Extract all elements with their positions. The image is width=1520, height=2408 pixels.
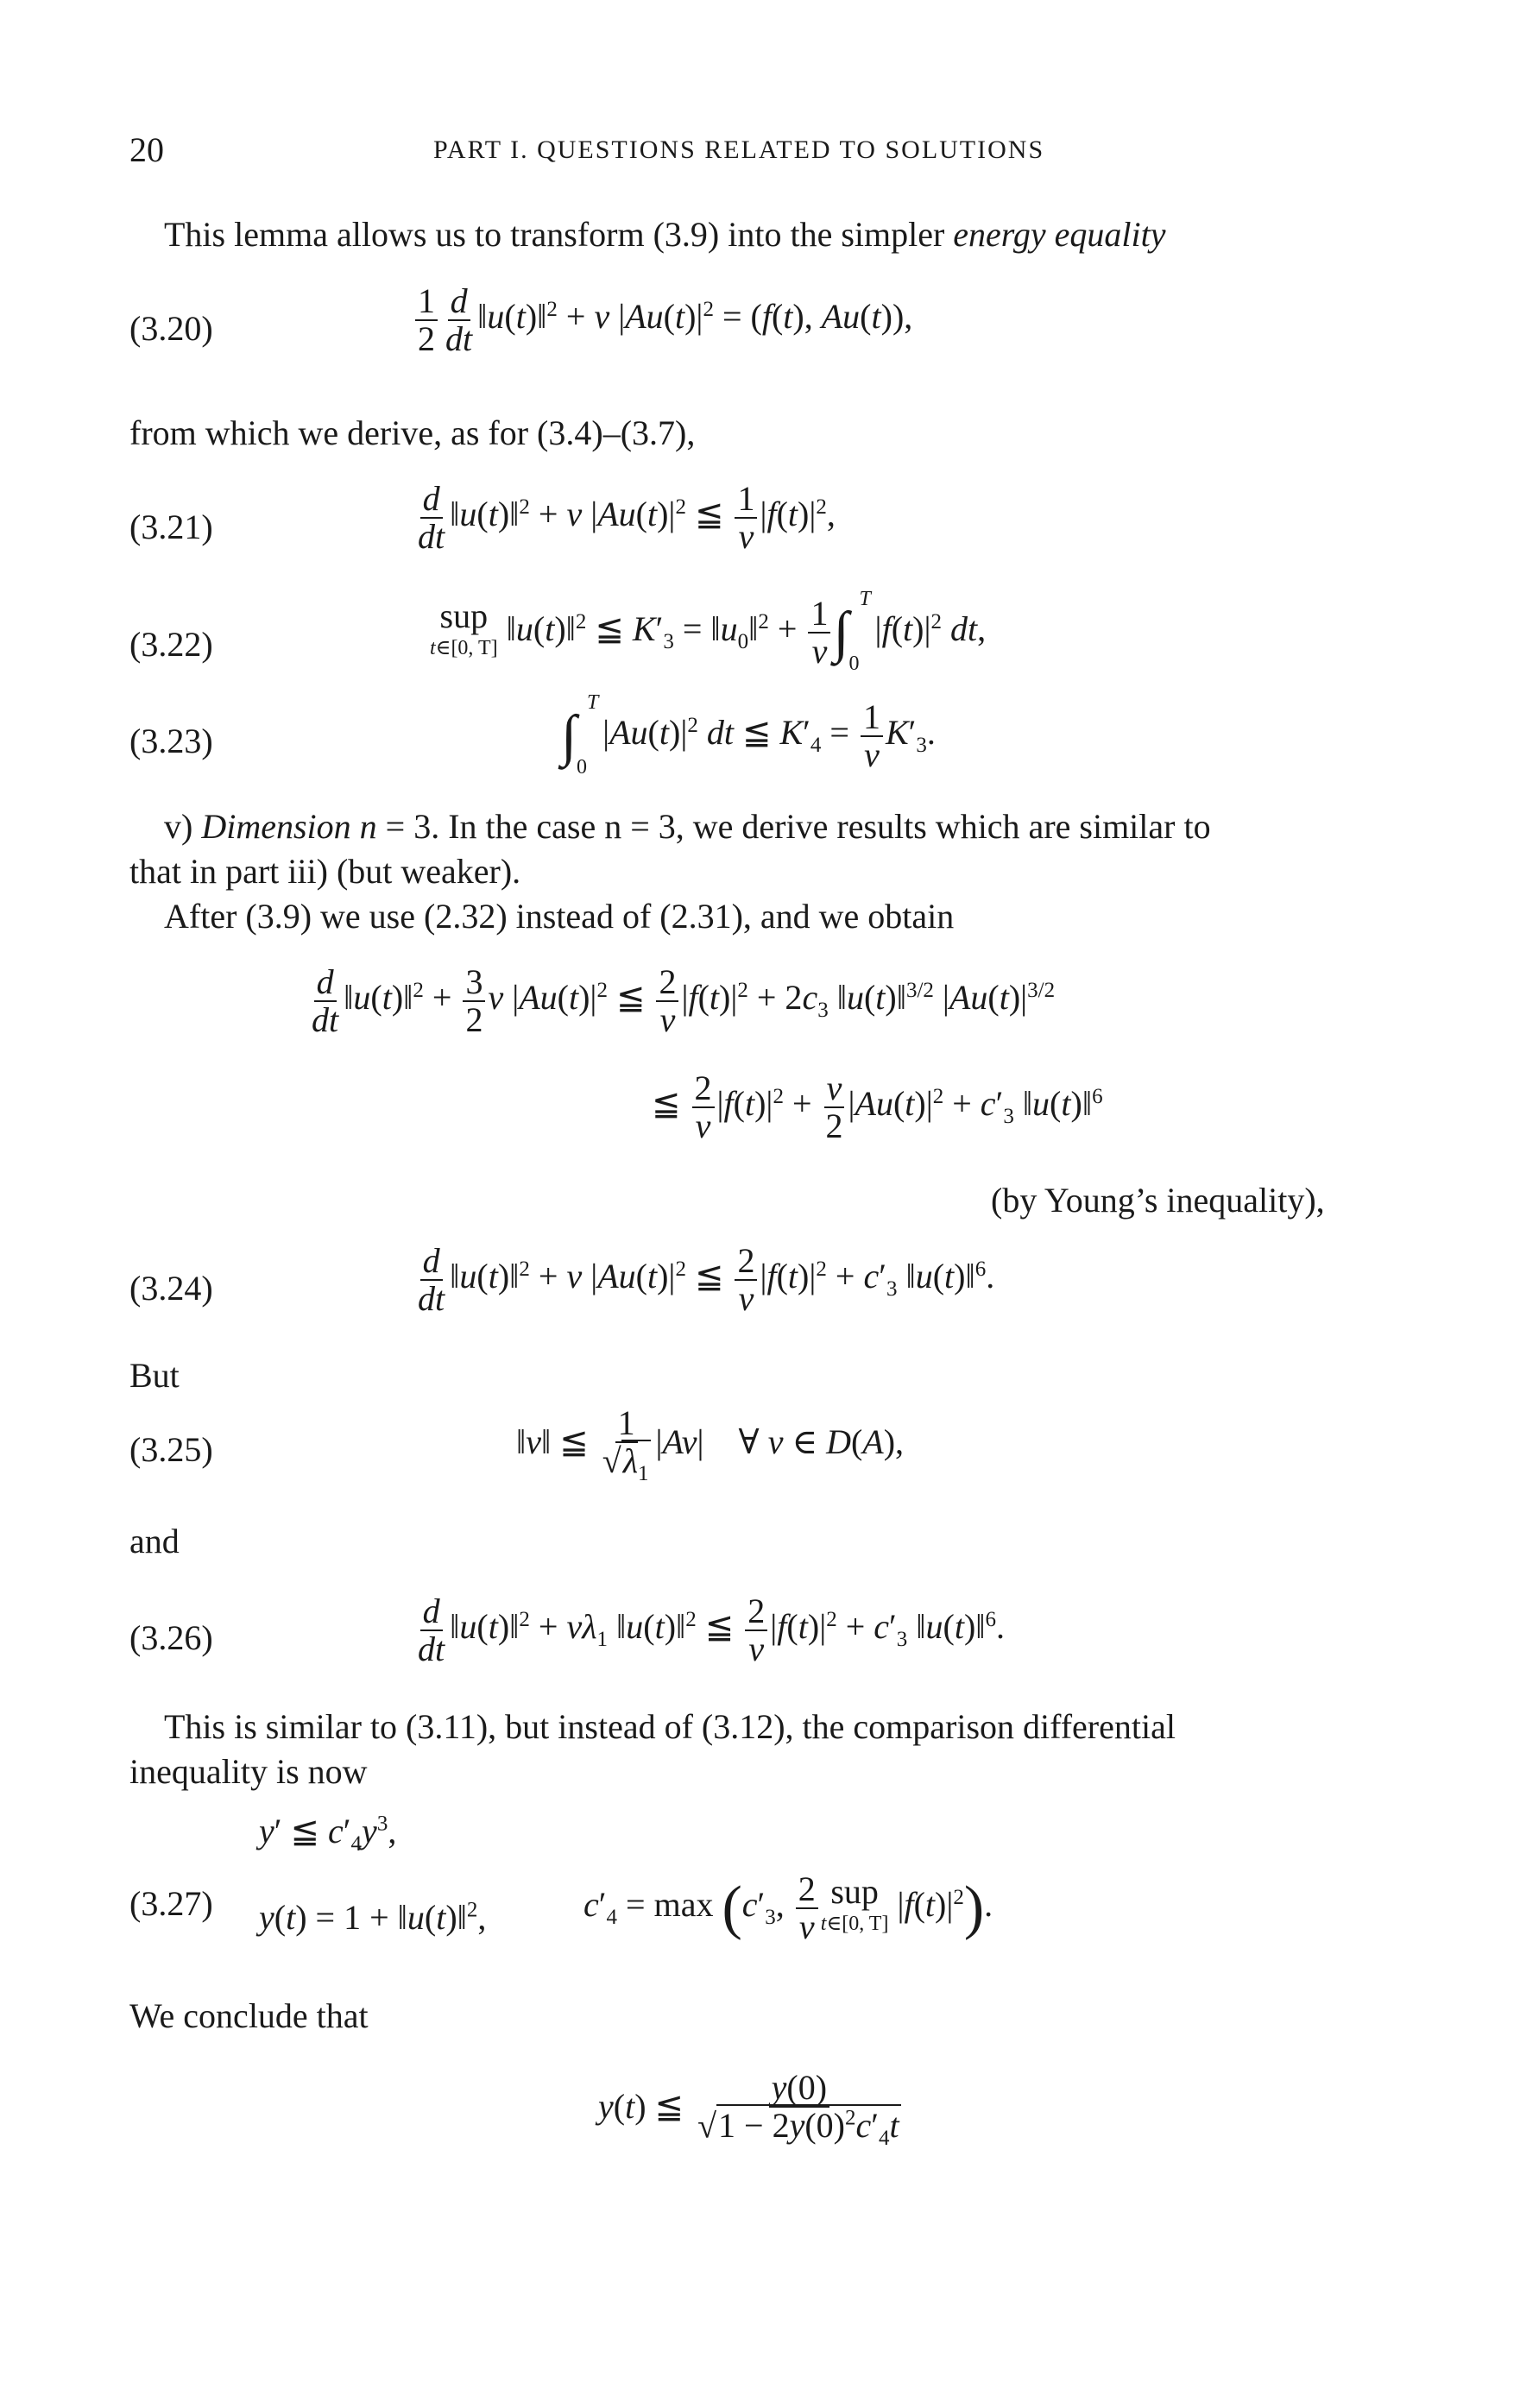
inequality-line-2: ≦ $\frac{2}{\nu}$ $|f(t)|^2$ + $\frac{\nu}{2}$ $|Au(t)|^2 + c'_3$ ‖u(t)‖$^6$	[652, 1068, 1103, 1145]
running-head: PART I. QUESTIONS RELATED TO SOLUTIONS	[433, 136, 1045, 164]
equation-3-27-line2: y(t) = 1 + ‖u(t)‖$^2$,	[259, 1898, 487, 1937]
eq-label-3-24: (3.24)	[129, 1269, 213, 1308]
case-v-line1	[164, 804, 1211, 849]
page-number: 20	[129, 130, 164, 169]
intro-paragraph	[164, 212, 1166, 257]
similar-line1: This is similar to (3.11), but instead of (3.12), the comparison differential	[164, 1707, 1176, 1746]
equation-3-25: ‖v‖ ≦ $\frac{1}{√\lambda_1}$ |Av| ∀ v ∈ D(A),	[516, 1403, 905, 1485]
intro-emphasis: energy equality	[953, 215, 1166, 254]
case-v-rest: = 3. In the case n = 3, we derive results which are similar to	[376, 807, 1211, 846]
intro-text: This lemma allows us to transform (3.9) into the simpler	[164, 215, 954, 254]
eq-label-3-27: (3.27)	[129, 1884, 213, 1923]
but-text: But	[129, 1356, 180, 1395]
case-v-prefix: v)	[164, 807, 202, 846]
equation-3-26: $\frac{d}{dt}$ ‖u(t)‖$^2$ + $\nu\lambda_1$ ‖u(t)‖$^2$ ≦ $\frac{2}{\nu}$ $|f(t)|^2 + c'_3$ ‖u(t)‖$^6$.	[418, 1592, 1006, 1668]
eq-label-3-21: (3.21)	[129, 507, 213, 546]
equation-3-27-line1: y′ ≦ $c'_4y^3$,	[259, 1812, 397, 1856]
case-v-line2: that in part iii) (but weaker).	[129, 852, 521, 891]
conclude-text: We conclude that	[129, 1996, 369, 2035]
similar-line2: inequality is now	[129, 1752, 368, 1791]
case-v-title: Dimension n	[201, 807, 377, 846]
equation-3-22: sup t∈[0, T] ‖u(t)‖$^2$ ≦ $K'_3$ = $‖u_0‖^2$ + $\frac{1}{\nu}$ ∫ T 0 $|f(t)|^2$ dt,	[430, 588, 987, 675]
eq-label-3-23: (3.23)	[129, 722, 213, 760]
and-text: and	[129, 1522, 180, 1560]
eq-label-3-20: (3.20)	[129, 309, 213, 348]
equation-3-27-line3: $c'_4 = \max (c'_3$, $\frac{2}{\nu}$ sup t∈[0, T] $|f(t)|^2$).	[583, 1869, 993, 1946]
eq-label-3-26: (3.26)	[129, 1618, 213, 1657]
young-note: (by Young’s inequality),	[991, 1181, 1325, 1220]
eq-label-3-25: (3.25)	[129, 1430, 213, 1469]
equation-3-21: $\frac{d}{dt}$ ‖u(t)‖$^2$ + ν $|Au(t)|^2$ ≦ $\frac{1}{\nu}$ $|f(t)|^2$,	[418, 479, 836, 556]
equation-3-20: $\frac{1}{2}$ $\frac{d}{dt}$ ‖u(t)‖$^2$ + ν $|Au(t)|^2 = (f(t)$, Au(t)),	[413, 283, 912, 357]
derive-text: from which we derive, as for (3.4)–(3.7),	[129, 413, 696, 452]
inequality-line-1: $\frac{d}{dt}$ ‖u(t)‖$^2$ + $\frac{3}{2}$ ν $|Au(t)|^2$ ≦ $\frac{2}{\nu}$ $|f(t)|^2 + 2c_3$ ‖u(t)‖$^{3/2}$ $|Au(t)|^{3/2}$	[312, 962, 1056, 1039]
eq-label-3-22: (3.22)	[129, 625, 213, 664]
after-text: After (3.9) we use (2.32) instead of (2.31), and we obtain	[164, 897, 955, 936]
equation-3-23: ∫ T 0 $|Au(t)|^2$ dt ≦ $K'_4$ = $\frac{1}{\nu}$ $K'_3$.	[561, 691, 936, 779]
equation-3-24: $\frac{d}{dt}$ ‖u(t)‖$^2$ + ν $|Au(t)|^2$ ≦ $\frac{2}{\nu}$ $|f(t)|^2 + c'_3$ ‖u(t)‖$^6$.	[418, 1241, 995, 1318]
final-inequality: y(t) ≦ $\frac{y(0)}{√1 - 2y(0)^2c'_4t}$	[598, 2068, 899, 2151]
